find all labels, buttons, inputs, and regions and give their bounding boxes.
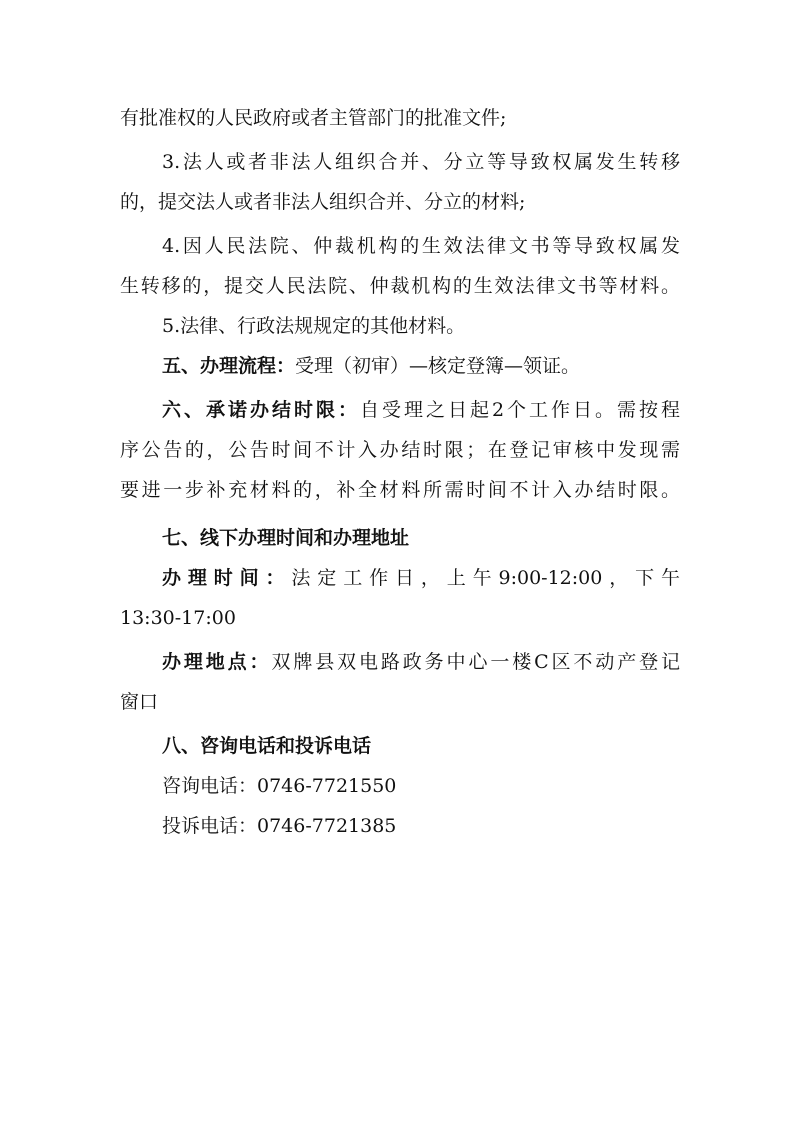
office-hours-text: 法定工作日，上午9:00-12:00，下午 [291, 567, 680, 589]
section-6-text-1: 自受理之日起2个工作日。需按程 [359, 399, 680, 421]
section-5-heading: 五、办理流程： [162, 355, 296, 377]
office-address-label: 办理地点： [162, 651, 272, 673]
section-8-heading: 八、咨询电话和投诉电话 [162, 735, 372, 757]
item-2-continuation: 有批准权的人民政府或者主管部门的批准文件; [120, 107, 507, 129]
item-3-line-2: 的，提交法人或者非法人组织合并、分立的材料; [120, 191, 526, 213]
office-hours-line-1 [120, 558, 680, 598]
office-address-text: 双牌县双电路政务中心一楼C区不动产登记 [271, 651, 680, 673]
item-5: 5.法律、行政法规规定的其他材料。 [162, 315, 466, 337]
section-6-line-2: 序公告的，公告时间不计入办结时限；在登记审核中发现需 [120, 439, 680, 461]
section-5 [120, 346, 680, 386]
item-4-line-2: 生转移的，提交人民法院、仲裁机构的生效法律文书等材料。 [120, 275, 680, 297]
section-6-line-1 [120, 390, 680, 430]
office-address-line-2: 窗口 [120, 691, 159, 713]
complaint-phone: 投诉电话：0746-7721385 [162, 815, 397, 837]
section-5-text: 受理（初审）—核定登簿—领证。 [295, 355, 581, 377]
office-hours-label: 办理时间： [162, 567, 292, 589]
section-6-line-3: 要进一步补充材料的，补全材料所需时间不计入办结时限。 [120, 479, 680, 501]
section-6-heading: 六、承诺办结时限： [162, 399, 360, 421]
consult-phone: 咨询电话：0746-7721550 [162, 775, 397, 797]
document-page [120, 98, 680, 846]
item-3-line-1: 3.法人或者非法人组织合并、分立等导致权属发生转移 [162, 151, 680, 173]
office-address-line-1 [120, 642, 680, 682]
item-4-line-1: 4.因人民法院、仲裁机构的生效法律文书等导致权属发 [162, 235, 680, 257]
office-hours-line-2: 13:30-17:00 [120, 607, 236, 629]
section-7-heading: 七、线下办理时间和办理地址 [162, 527, 410, 549]
